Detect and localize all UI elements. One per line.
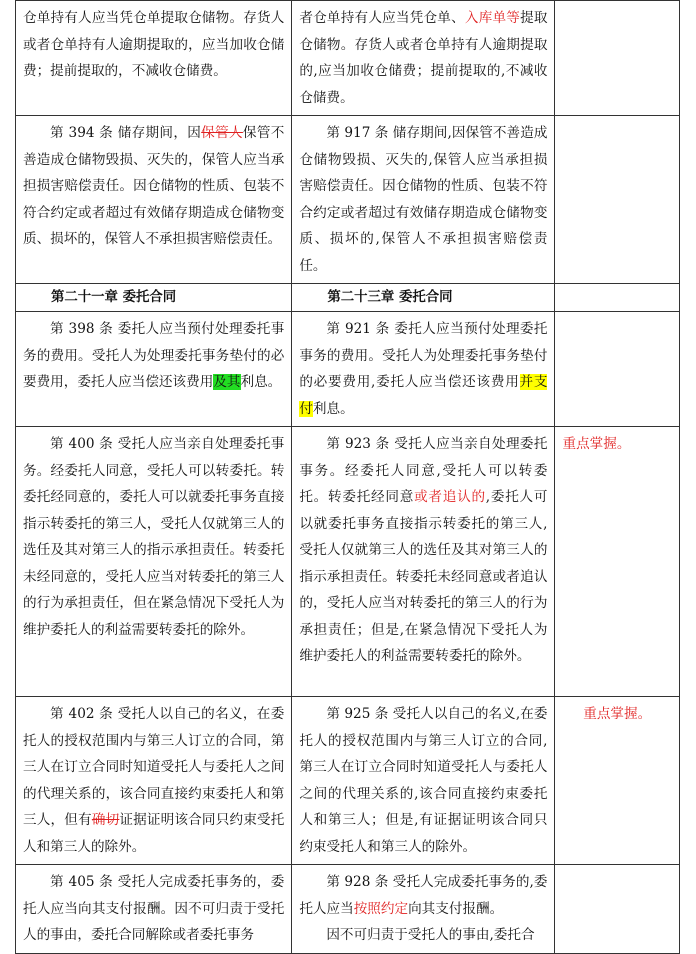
table-row [16,312,680,427]
note-cell [555,1,680,116]
table-row [16,116,680,284]
comparison-table [15,0,680,954]
old-law-text: 利息。 [240,374,282,390]
chapter-heading: 第二十一章 委托合同 [51,290,177,305]
old-law-text: 第 398 条 委托人应当预付处理委托事务的费用。受托人为处理委托事务垫付的必要费用，委托人应当偿还该费用 [23,321,285,390]
table-row [16,427,680,697]
old-law-cell [16,116,292,284]
note-cell [555,312,680,427]
added-text: 或者追认的 [414,489,486,505]
old-law-cell [16,427,292,697]
deleted-text: 保管人 [201,125,243,141]
new-law-text: 因不可归责于受托人的事由,委托合 [326,927,535,943]
new-law-text: 第 921 条 委托人应当预付处理委托事务的费用。受托人为处理委托事务垫付的必要费用,委托人应当偿还该费用 [299,321,548,390]
new-law-cell [292,1,555,116]
new-law-cell [292,865,555,954]
old-law-text: 仓单持有人应当凭仓单提取仓储物。存货人或者仓单持有人逾期提取的，应当加收仓储费；提前提取的，不减收仓储费。 [23,10,285,79]
deleted-text: 确切 [91,812,120,828]
added-text: 按照约定 [353,900,409,917]
old-law-text: 第 405 条 受托人完成委托事务的，委托人应当向其支付报酬。因不可归责于受托人的事由，委托合同解除或者委托事务 [23,874,285,943]
chapter-heading: 第二十三章 委托合同 [327,290,453,305]
old-law-text: 保管不善造成仓储物毁损、灭失的，保管人应当承担损害赔偿责任。因仓储物的性质、包装不符合约定或者超过有效储存期造成仓储物变质、损坏的，保管人不承担损害赔偿责任。 [23,125,285,247]
table-row [16,865,680,954]
highlighted-text: 及其 [213,374,241,390]
new-law-cell [292,312,555,427]
old-law-cell [16,312,292,427]
new-law-text: 向其支付报酬。 [408,900,504,917]
table-row [16,1,680,116]
new-law-text: 第 923 条 受托人应当亲自处理委托事务。经委托人同意,受托人可以转委托。转委托经同意 [299,436,548,505]
note-text: 重点掌握。 [562,436,631,452]
old-law-text: 证据证明该合同只约束受托人和第三人的除外。 [23,812,285,855]
old-law-text: 第 400 条 受托人应当亲自处理委托事务。经委托人同意，受托人可以转委托。转委托经同意的，委托人可以就委托事务直接指示转委托的第三人，受托人仅就第三人的选任及其对第三人的指示承担责任。转委托未经同意的，受托人应当对转委托的第三人的行为承担责任，但在紧急情况下受托人为维护委托人的利益需要转委托的除外。 [23,436,285,638]
note-cell [555,427,680,697]
old-law-cell [16,865,292,954]
new-law-text: 利息。 [312,400,354,417]
old-law-text: 第 402 条 受托人以自己的名义，在委托人的授权范围内与第三人订立的合同，第三人在订立合同时知道受托人与委托人之间的代理关系的，该合同直接约束委托人和第三人，但有 [23,706,285,828]
old-law-cell [16,697,292,865]
new-law-text: 第 925 条 受托人以自己的名义,在委托人的授权范围内与第三人订立的合同,第三人在订立合同时知道受托人与委托人之间的代理关系的,该合同直接约束委托人和第三人；但是,有证据证明该合同只约束受托人和第三人的除外。 [299,706,548,855]
old-law-text: 第 394 条 储存期间，因 [50,125,202,141]
new-law-text: 者仓单持有人应当凭仓单、 [299,10,465,26]
added-text: 入库单等 [464,10,521,26]
new-law-text: 第 928 条 受托人完成委托事务的,委托人应当 [299,874,548,917]
old-chapter-cell [16,284,292,312]
new-law-cell [292,697,555,865]
new-law-text: 提取仓储物。存货人或者仓单持有人逾期提取的,应当加收仓储费；提前提取的,不减收仓储费。 [299,10,548,106]
new-law-text: ,委托人可以就委托事务直接指示转委托的第三人,受托人仅就第三人的选任及其对第三人的指示承担责任。转委托未经同意或者追认的，受托人应当对转委托的第三人的行为承担责任；但是,在紧急情况下受托人为维护委托人的利益需要转委托的除外。 [299,489,548,664]
note-cell [555,284,680,312]
new-law-cell [292,116,555,284]
new-law-cell [292,427,555,697]
new-law-text: 第 917 条 储存期间,因保管不善造成仓储物毁损、灭失的,保管人应当承担损害赔偿责任。因仓储物的性质、包装不符合约定或者超过有效储存期造成仓储物变质、损坏的,保管人不承担损害赔偿责任。 [299,125,548,274]
chapter-row [16,284,680,312]
highlighted-text: 并支付 [299,374,548,417]
new-chapter-cell [292,284,555,312]
table-row [16,697,680,865]
note-cell [555,865,680,954]
note-cell [555,116,680,284]
note-text: 重点掌握。 [583,706,652,722]
note-cell [555,697,680,865]
old-law-cell [16,1,292,116]
